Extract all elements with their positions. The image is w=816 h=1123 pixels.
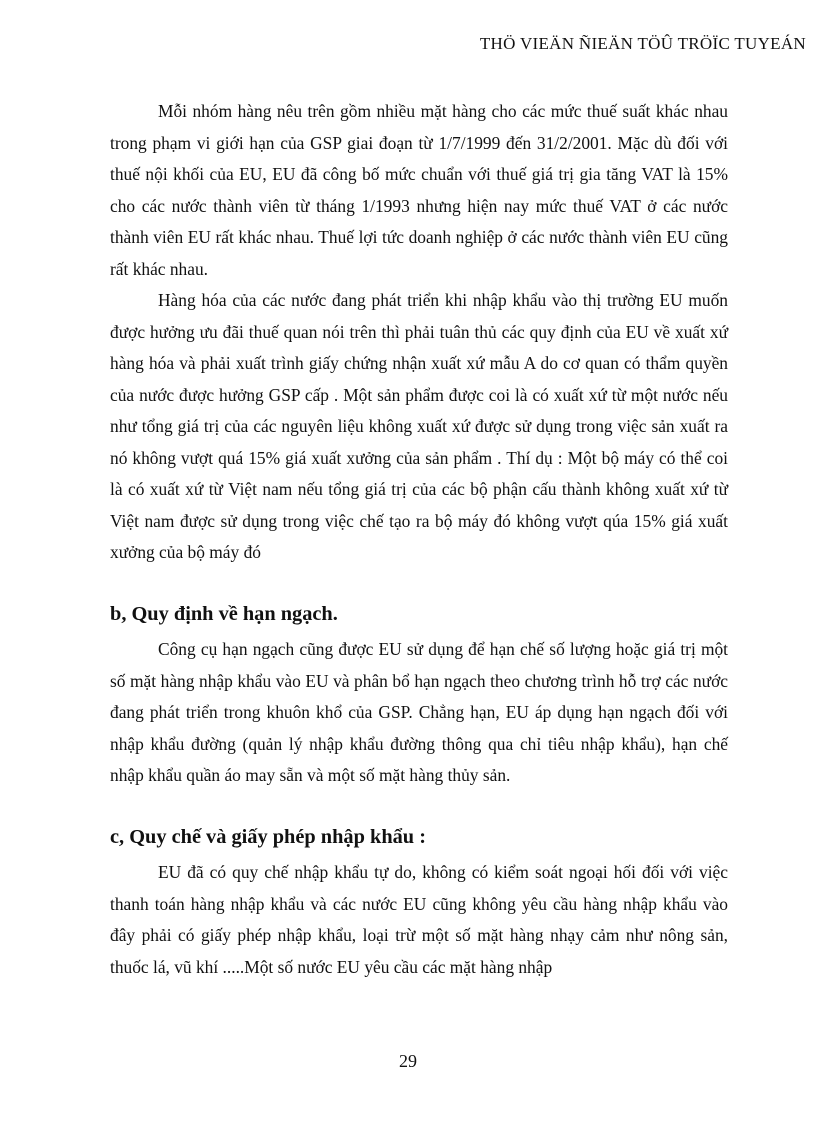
paragraph-origin-rules: Hàng hóa của các nước đang phát triển khi nhập khẩu vào thị trường EU muốn được hưởng ưu đãi thuế quan nói trên thì phải tuân thủ các quy định của EU về xuất xứ hàng hóa và phải xuất trình giấy chứng nhận xuất xứ mẫu A do cơ quan có thẩm quyền của nước được hưởng GSP cấp . Một sản phẩm được coi là có xuất xứ từ một nước nếu như tổng giá trị của các nguyên liệu không xuất xứ được sử dụng trong việc sản xuất ra nó không vượt quá 15% giá xuất xưởng của sản phẩm . Thí dụ : Một bộ máy có thể coi là có xuất xứ từ Việt nam nếu tổng giá trị của các bộ phận cấu thành không xuất xứ từ Việt nam được sử dụng trong việc chế tạo ra bộ máy đó không vượt qúa 15% giá xuất xưởng của bộ máy đó (110, 290, 728, 562)
paragraph-import-license: EU đã có quy chế nhập khẩu tự do, không có kiểm soát ngoại hối đối với việc thanh toán hàng nhập khẩu và các nước EU cũng không yêu cầu hàng nhập khẩu vào đây phải có giấy phép nhập khẩu, loại trừ một số mặt hàng nhạy cảm như nông sản, thuốc lá, vũ khí .....Một số nước EU yêu cầu các mặt hàng nhập (110, 862, 728, 977)
section-heading-quota: b, Quy định về hạn ngạch. (110, 602, 338, 625)
page-number: 29 (399, 1051, 417, 1071)
paragraph-quota: Công cụ hạn ngạch cũng được EU sử dụng để hạn chế số lượng hoặc giá trị một số mặt hàng nhập khẩu vào EU và phân bổ hạn ngạch theo chương trình hỗ trợ các nước đang phát triển trong khuôn khổ của GSP. Chẳng hạn, EU áp dụng hạn ngạch đối với nhập khẩu đường (quản lý nhập khẩu đường thông qua chỉ tiêu nhập khẩu), hạn chế nhập khẩu quần áo may sẵn và một số mặt hàng thủy sản. (110, 639, 728, 785)
paragraph-gsp-tax-rates: Mỗi nhóm hàng nêu trên gồm nhiều mặt hàng cho các mức thuế suất khác nhau trong phạm vi giới hạn của GSP giai đoạn từ 1/7/1999 đến 31/2/2001. Mặc dù đối với thuế nội khối của EU, EU đã công bố mức chuẩn với thuế giá trị gia tăng VAT là 15% cho các nước thành viên từ tháng 1/1993 nhưng hiện nay mức thuế VAT ở các nước thành viên EU rất khác nhau. Thuế lợi tức doanh nghiệp ở các nước thành viên EU cũng rất khác nhau. (110, 101, 728, 279)
section-heading-import-license: c, Quy chế và giấy phép nhập khẩu : (110, 825, 426, 848)
page-body (110, 96, 728, 983)
running-header: THÖ VIEÄN ÑIEÄN TÖÛ TRÖÏC TUYEÁN (479, 34, 806, 53)
